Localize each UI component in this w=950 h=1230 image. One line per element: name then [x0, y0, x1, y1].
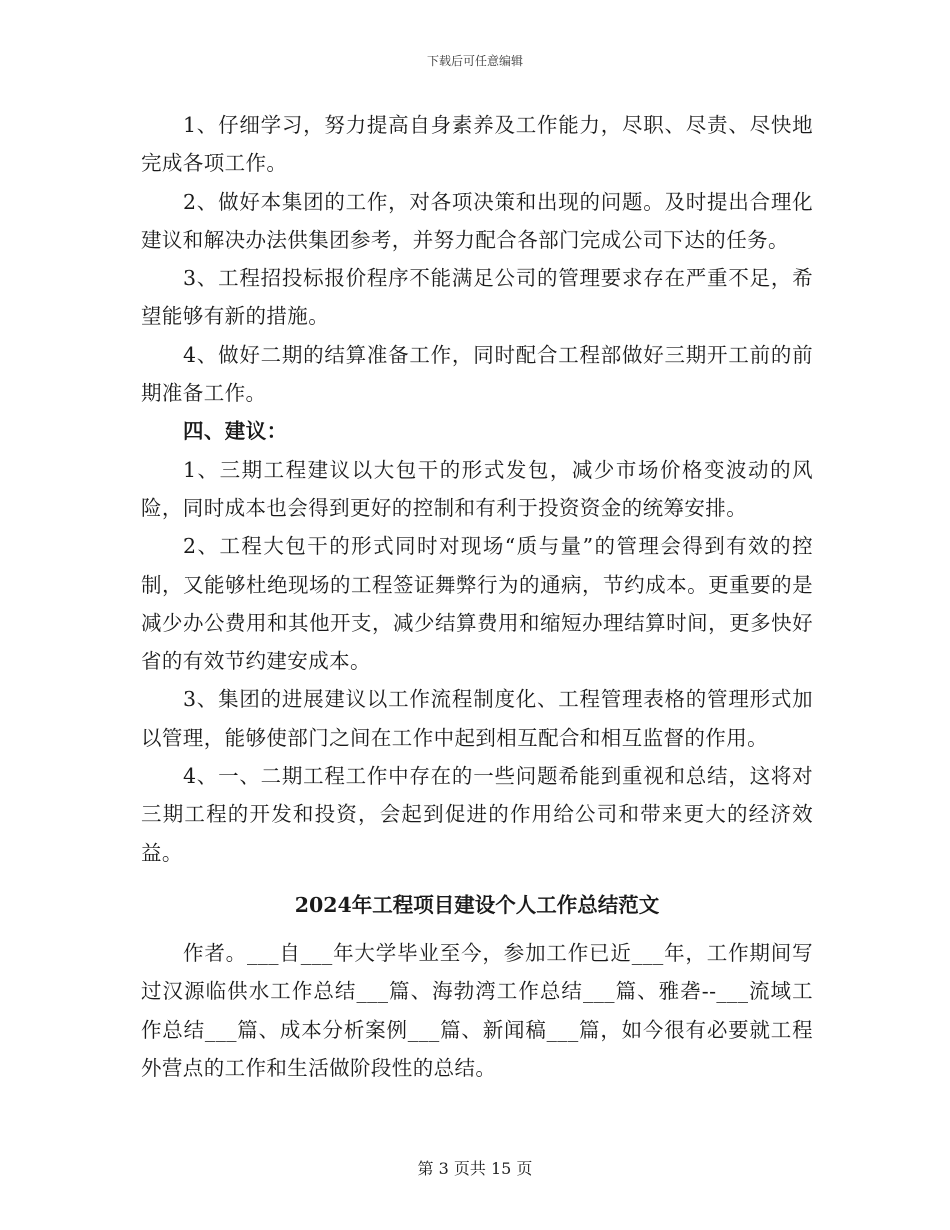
paragraph-item-3: 3、工程招投标报价程序不能满足公司的管理要求存在严重不足，希望能够有新的措施。: [141, 266, 813, 329]
paragraph-item-1: 1、仔细学习，努力提高自身素养及工作能力，尽职、尽责、尽快地完成各项工作。: [141, 113, 813, 176]
document-body: [141, 106, 813, 1087]
suggestion-item-4: 4、一、二期工程工作中存在的一些问题希能到重视和总结，这将对三期工程的开发和投资，会起到促进的作用给公司和带来更大的经济效益。: [141, 764, 813, 865]
suggestion-item-3: 3、集团的进展建议以工作流程制度化、工程管理表格的管理形式加以管理，能够使部门之间在工作中起到相互配合和相互监督的作用。: [141, 687, 813, 750]
suggestion-item-2: 2、工程大包干的形式同时对现场“质与量”的管理会得到有效的控制，又能够杜绝现场的工程签证舞弊行为的通病，节约成本。更重要的是减少办公费用和其他开支，减少结算费用和缩短办理结算时间，更多快好省的有效节约建安成本。: [141, 534, 813, 674]
paragraph-item-4: 4、做好二期的结算准备工作，同时配合工程部做好三期开工前的前期准备工作。: [141, 342, 813, 406]
page-footer: 第 3 页共 15 页: [417, 1159, 533, 1178]
document-title: 2024年工程项目建设个人工作总结范文: [294, 892, 660, 917]
intro-paragraph: 作者。___自___年大学毕业至今，参加工作已近___年，工作期间写过汉源临供水工作总结___篇、海勃湾工作总结___篇、雅砻--___流域工作总结___篇、成本分析案例___篇、新闻稿___篇，如今很有必要就工程外营点的工作和生活做阶段性的总结。: [141, 940, 813, 1080]
suggestion-item-1: 1、三期工程建议以大包干的形式发包，减少市场价格变波动的风险，同时成本也会得到更好的控制和有利于投资资金的统筹安排。: [141, 457, 813, 520]
paragraph-item-2: 2、做好本集团的工作，对各项决策和出现的问题。及时提出合理化建议和解决办法供集团参考，并努力配合各部门完成公司下达的任务。: [141, 189, 813, 252]
section-heading-suggestions: 四、建议：: [183, 419, 288, 444]
page-header: 下载后可任意编辑: [426, 54, 523, 68]
